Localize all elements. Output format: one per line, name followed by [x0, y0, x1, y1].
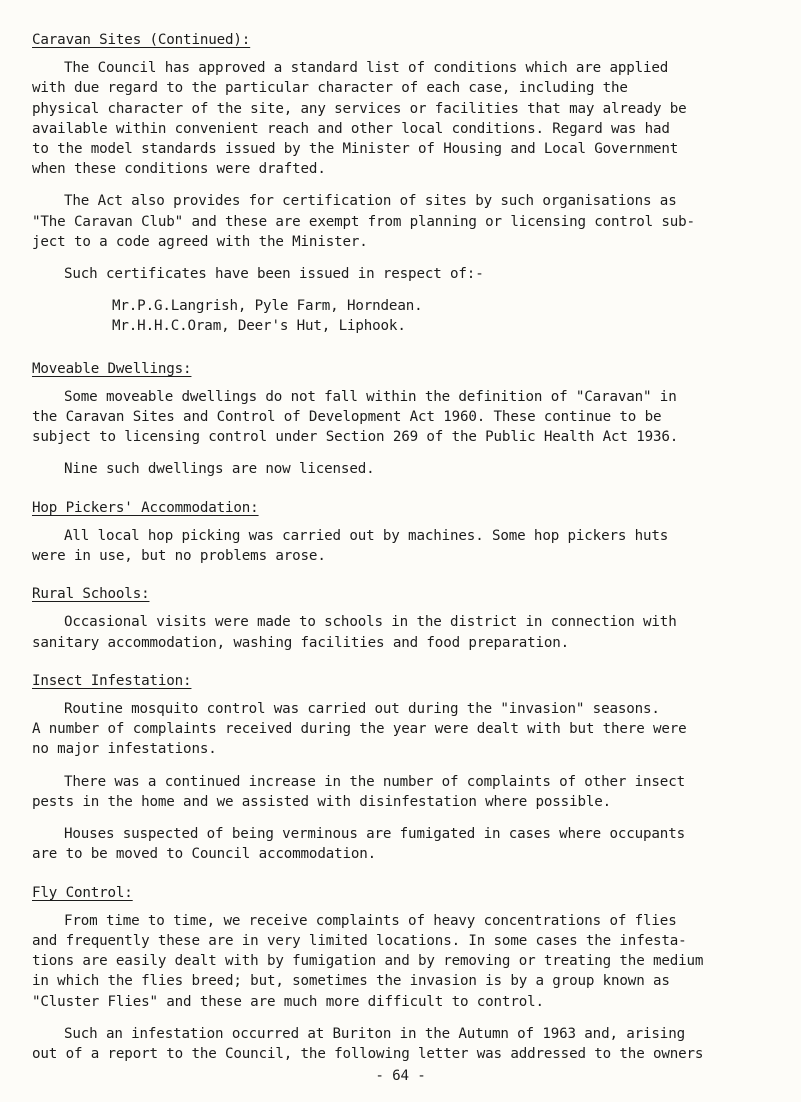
paragraph — [32, 824, 782, 864]
text-line: There was a continued increase in the number of complaints of other insect — [64, 773, 685, 790]
paragraph — [32, 459, 782, 479]
section-heading: Fly Control: — [32, 884, 133, 901]
text-line: Nine such dwellings are now licensed. — [64, 461, 375, 478]
text-line: the Caravan Sites and Control of Development Act 1960. These continue to be — [32, 409, 662, 426]
section-heading: Rural Schools: — [32, 586, 150, 603]
page-number: - 64 - — [375, 1068, 426, 1084]
section-heading: Insect Infestation: — [32, 672, 192, 689]
paragraph — [32, 1024, 782, 1064]
paragraph — [32, 699, 782, 760]
text-line: Occasional visits were made to schools in the district in connection with — [64, 614, 677, 631]
document-body — [32, 30, 782, 1082]
certificate-holder: Mr.P.G.Langrish, Pyle Farm, Horndean. — [112, 298, 423, 315]
text-line: sanitary accommodation, washing facilities and food preparation. — [32, 634, 570, 651]
text-line: and frequently these are in very limited locations. In some cases the infesta- — [32, 932, 687, 949]
paragraph — [32, 191, 782, 252]
certificate-list — [32, 296, 782, 336]
text-line: From time to time, we receive complaints of heavy concentrations of flies — [64, 912, 677, 929]
text-line: The Act also provides for certification of sites by such organisations as — [64, 193, 677, 210]
text-line: subject to licensing control under Section 269 of the Public Health Act 1936. — [32, 429, 679, 446]
text-line: Houses suspected of being verminous are fumigated in cases where occupants — [64, 826, 685, 843]
text-line: when these conditions were drafted. — [32, 161, 326, 178]
paragraph — [32, 264, 782, 284]
text-line: A number of complaints received during the year were dealt with but there were — [32, 721, 687, 738]
text-line: pests in the home and we assisted with disinfestation where possible. — [32, 793, 612, 810]
paragraph — [32, 911, 782, 1012]
text-line: tions are easily dealt with by fumigation and by removing or treating the medium — [32, 953, 704, 970]
text-line: out of a report to the Council, the following letter was addressed to the owners — [32, 1045, 704, 1062]
section-heading: Hop Pickers' Accommodation: — [32, 499, 259, 516]
paragraph — [32, 58, 782, 179]
text-line: are to be moved to Council accommodation. — [32, 846, 377, 863]
text-line: were in use, but no problems arose. — [32, 548, 326, 565]
section-heading: Moveable Dwellings: — [32, 360, 192, 377]
text-line: ject to a code agreed with the Minister. — [32, 233, 368, 250]
paragraph — [32, 526, 782, 566]
text-line: no major infestations. — [32, 741, 217, 758]
text-line: Routine mosquito control was carried out during the "invasion" seasons. — [64, 701, 660, 718]
text-line: available within convenient reach and other local conditions. Regard was had — [32, 120, 670, 137]
text-line: physical character of the site, any services or facilities that may already be — [32, 100, 687, 117]
paragraph — [32, 387, 782, 448]
text-line: "Cluster Flies" and these are much more difficult to control. — [32, 993, 544, 1010]
section-heading: Caravan Sites (Continued): — [32, 32, 251, 48]
text-line: Such certificates have been issued in respect of:- — [64, 266, 484, 283]
text-line: in which the flies breed; but, sometimes the invasion is by a group known as — [32, 973, 670, 990]
certificate-holder: Mr.H.H.C.Oram, Deer's Hut, Liphook. — [112, 318, 406, 335]
paragraph — [32, 612, 782, 652]
text-line: "The Caravan Club" and these are exempt from planning or licensing control sub- — [32, 213, 695, 230]
text-line: Such an infestation occurred at Buriton in the Autumn of 1963 and, arising — [64, 1025, 685, 1042]
text-line: to the model standards issued by the Minister of Housing and Local Government — [32, 141, 679, 158]
paragraph — [32, 772, 782, 812]
text-line: The Council has approved a standard list of conditions which are applied — [64, 60, 669, 77]
text-line: Some moveable dwellings do not fall within the definition of "Caravan" in — [64, 388, 677, 405]
text-line: All local hop picking was carried out by machines. Some hop pickers huts — [64, 527, 669, 544]
text-line: with due regard to the particular character of each case, including the — [32, 80, 628, 97]
